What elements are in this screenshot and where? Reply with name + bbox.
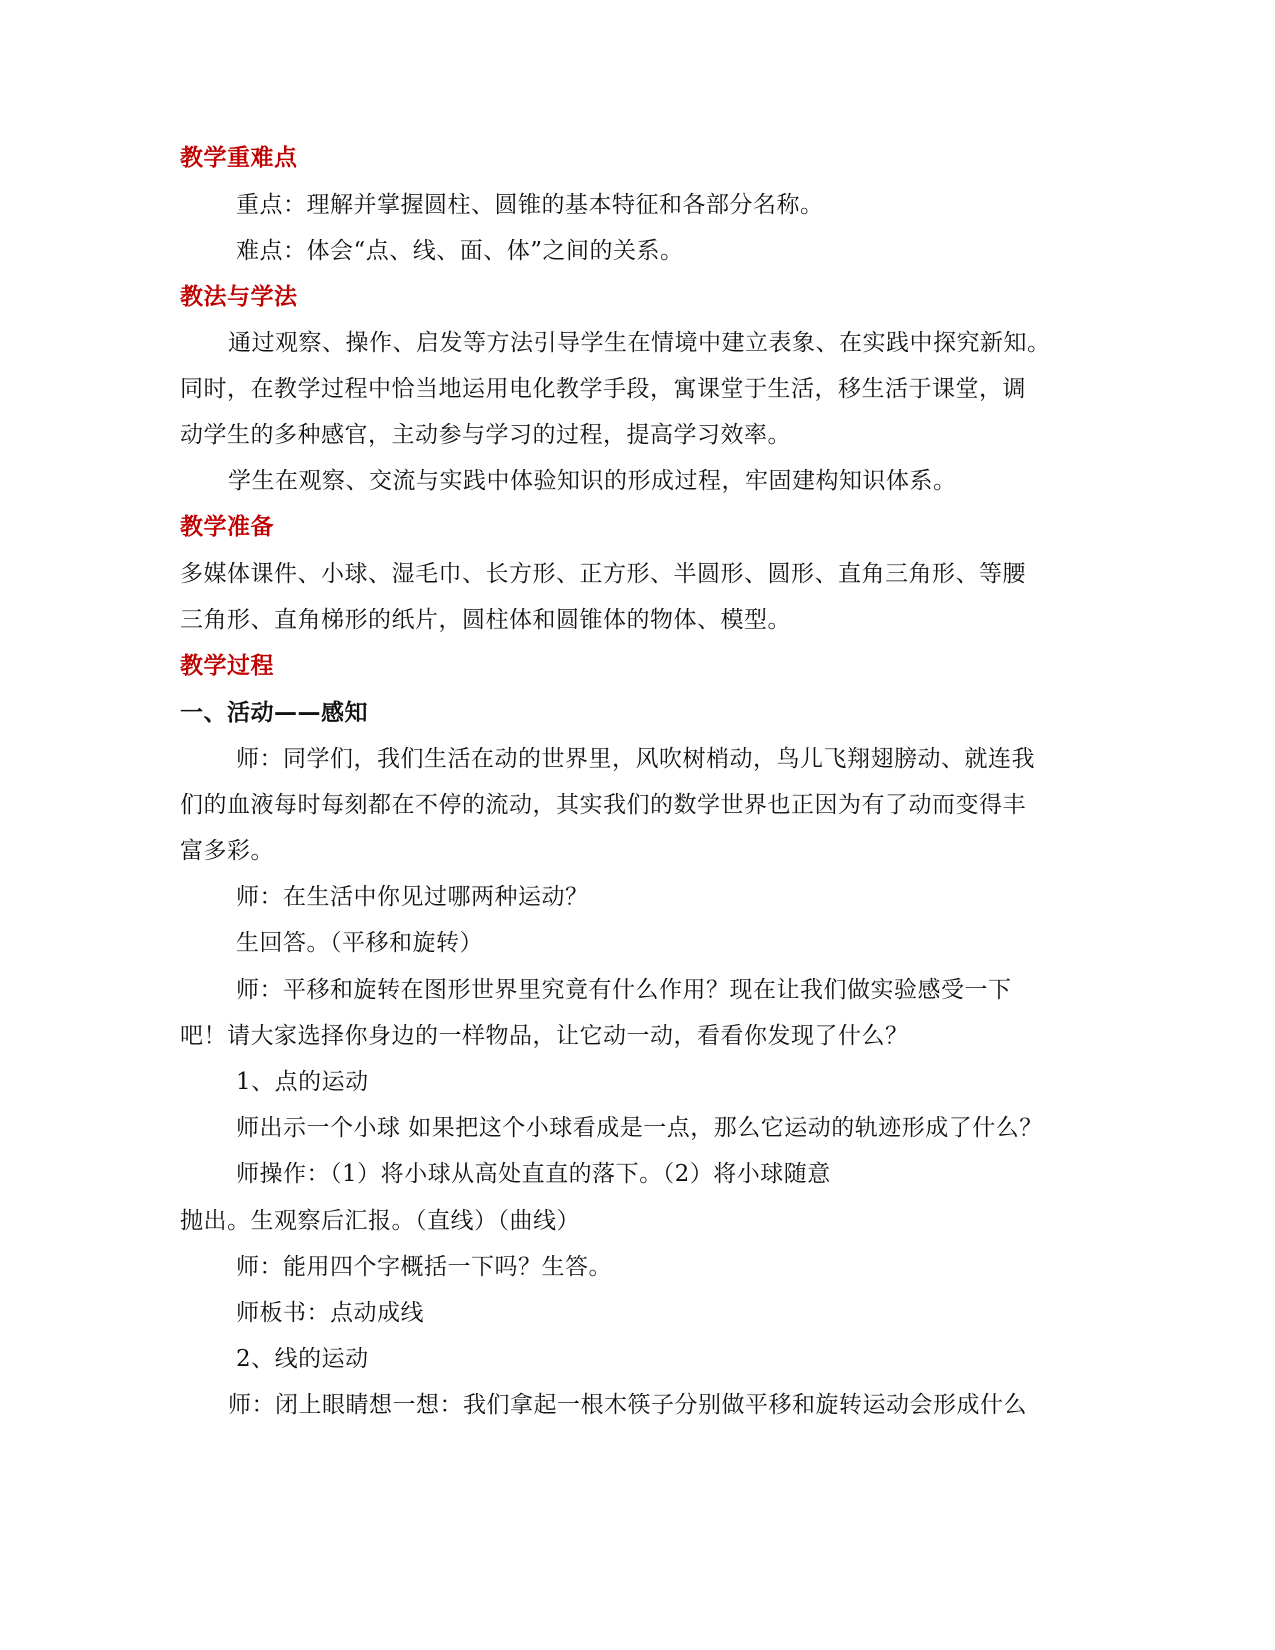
- process-line: 师：同学们，我们生活在动的世界里，风吹树梢动，鸟儿飞翔翅膀动、就连我: [236, 746, 1035, 772]
- process-line: 抛出。生观察后汇报。（直线）（曲线）: [180, 1208, 580, 1234]
- process-line: 1、点的运动: [236, 1069, 369, 1095]
- methods-paragraph-line: 通过观察、操作、启发等方法引导学生在情境中建立表象、在实践中探究新知。: [228, 330, 1051, 356]
- preparation-line: 三角形、直角梯形的纸片，圆柱体和圆锥体的物体、模型。: [180, 607, 791, 633]
- process-line: 师：闭上眼睛想一想：我们拿起一根木筷子分别做平移和旋转运动会形成什么: [228, 1392, 1027, 1418]
- process-line: 2、线的运动: [236, 1346, 369, 1372]
- heading-key-points: 教学重难点: [180, 145, 298, 171]
- methods-paragraph-line: 同时，在教学过程中恰当地运用电化教学手段，寓课堂于生活，移生活于课堂，调: [180, 376, 1026, 402]
- heading-methods: 教法与学法: [180, 284, 298, 310]
- methods-paragraph-line: 动学生的多种感官，主动参与学习的过程，提高学习效率。: [180, 422, 791, 448]
- difficult-point-line: 难点：体会“点、线、面、体”之间的关系。: [236, 238, 684, 264]
- process-line: 师操作：（1）将小球从高处直直的落下。（2）将小球随意: [236, 1161, 831, 1187]
- heading-process: 教学过程: [180, 653, 274, 679]
- subheading-activity: 一、活动——感知: [180, 700, 368, 726]
- preparation-line: 多媒体课件、小球、湿毛巾、长方形、正方形、半圆形、圆形、直角三角形、等腰: [180, 561, 1026, 587]
- process-line: 师出示一个小球 如果把这个小球看成是一点，那么它运动的轨迹形成了什么？: [236, 1115, 1043, 1141]
- process-line: 们的血液每时每刻都在不停的流动，其实我们的数学世界也正因为有了动而变得丰: [180, 792, 1026, 818]
- heading-preparation: 教学准备: [180, 514, 274, 540]
- process-line: 生回答。（平移和旋转）: [236, 930, 483, 956]
- process-line: 师：能用四个字概括一下吗？生答。: [236, 1254, 612, 1280]
- process-line: 吧！请大家选择你身边的一样物品，让它动一动，看看你发现了什么？: [180, 1023, 909, 1049]
- methods-paragraph-line: 学生在观察、交流与实践中体验知识的形成过程，牢固建构知识体系。: [228, 468, 957, 494]
- process-line: 师：在生活中你见过哪两种运动？: [236, 884, 589, 910]
- process-line: 富多彩。: [180, 838, 274, 864]
- process-line: 师板书：点动成线: [236, 1300, 424, 1326]
- process-line: 师：平移和旋转在图形世界里究竟有什么作用？现在让我们做实验感受一下: [236, 977, 1012, 1003]
- key-point-line: 重点：理解并掌握圆柱、圆锥的基本特征和各部分名称。: [236, 192, 824, 218]
